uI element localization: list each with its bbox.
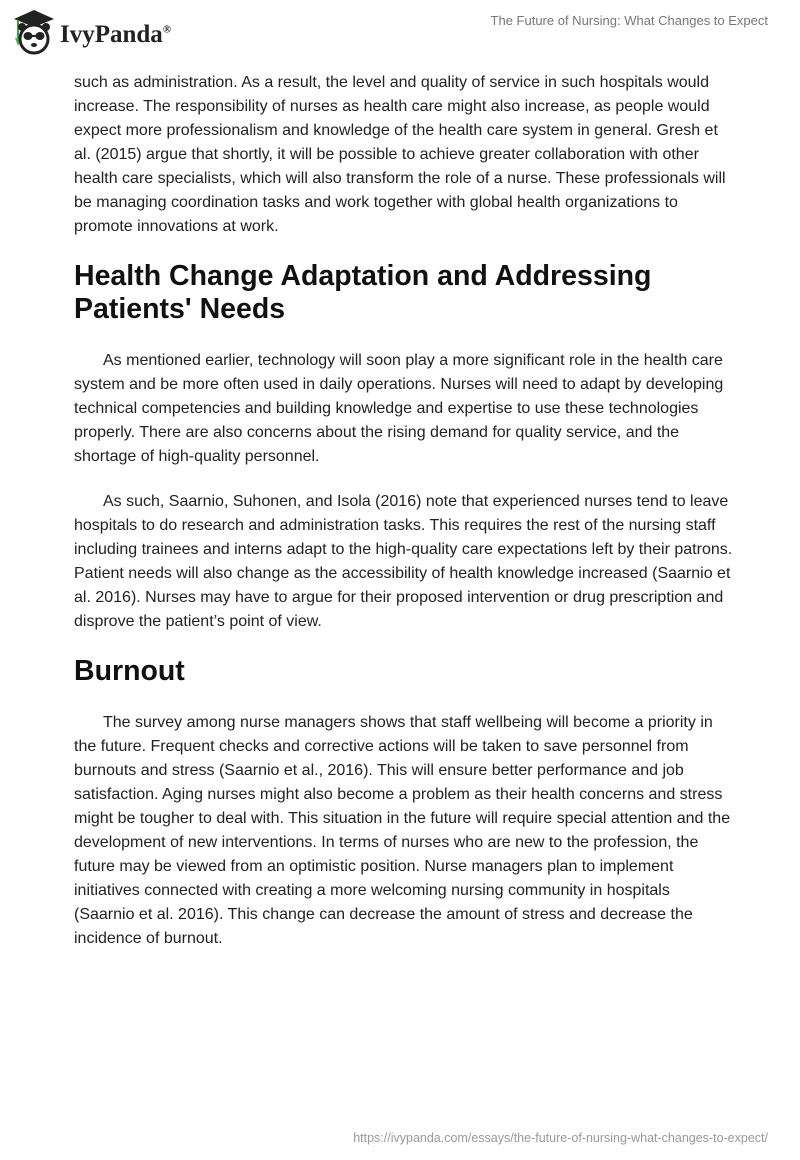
- paragraph: The survey among nurse managers shows that staff wellbeing will become a priority in the future. Frequent checks and corrective actions will be taken to save personnel from burnouts and stress (Saarnio et al., 2016). This will ensure better performance and job satisfaction. Aging nurses might also become a problem as their health concerns and stress might be tougher to deal with. This situation in the future will require special attention and the development of new interventions. In terms of nurses who are new to the profession, the future may be viewed from an optimistic position. Nurse managers plan to implement initiatives connected with creating a more welcoming nursing community in hospitals (Saarnio et al. 2016). This change can decrease the amount of stress and decrease the incidence of burnout.: [74, 714, 731, 947]
- footer-url-link[interactable]: https://ivypanda.com/essays/the-future-of-nursing-what-changes-to-expect/: [353, 1131, 768, 1145]
- paragraph: As such, Saarnio, Suhonen, and Isola (2016) note that experienced nurses tend to leave hospitals to do research and administration tasks. This requires the rest of the nursing staff including trainees and interns adapt to the high-quality care expectations left by their patrons. Patient needs will also change as the accessibility of health knowledge increased (Saarnio et al. 2016). Nurses may have to argue for their proposed intervention or drug prescription and disprove the patient’s point of view.: [74, 493, 733, 630]
- ivypanda-logo[interactable]: [12, 8, 171, 56]
- logo-text: IvyPanda®: [60, 21, 172, 48]
- paragraph: As mentioned earlier, technology will soon play a more significant role in the health care system and be more often used in daily operations. Nurses will need to adapt by developing technical competencies and building knowledge and expertise to use these technologies properly. There are also concerns about the rising demand for quality service, and the shortage of high-quality personnel.: [74, 352, 724, 465]
- panda-graduate-icon: [12, 8, 56, 56]
- section-heading-health-change: Health Change Adaptation and Addressing Patients' Needs: [74, 260, 652, 325]
- section-heading-burnout: Burnout: [74, 655, 185, 687]
- intro-paragraph: such as administration. As a result, the level and quality of service in such hospitals would increase. The responsibility of nurses as health care might also increase, as people would expect more professionalism and knowledge of the health care system in general. Gresh et al. (2015) argue that shortly, it will be possible to achieve greater collaboration with other health care specialists, which will also transform the role of a nurse. These professionals will be managing coordination tasks and work together with global health organizations to promote innovations at work.: [74, 74, 726, 235]
- essay-content: [74, 71, 734, 972]
- document-title: The Future of Nursing: What Changes to Expect: [490, 13, 768, 28]
